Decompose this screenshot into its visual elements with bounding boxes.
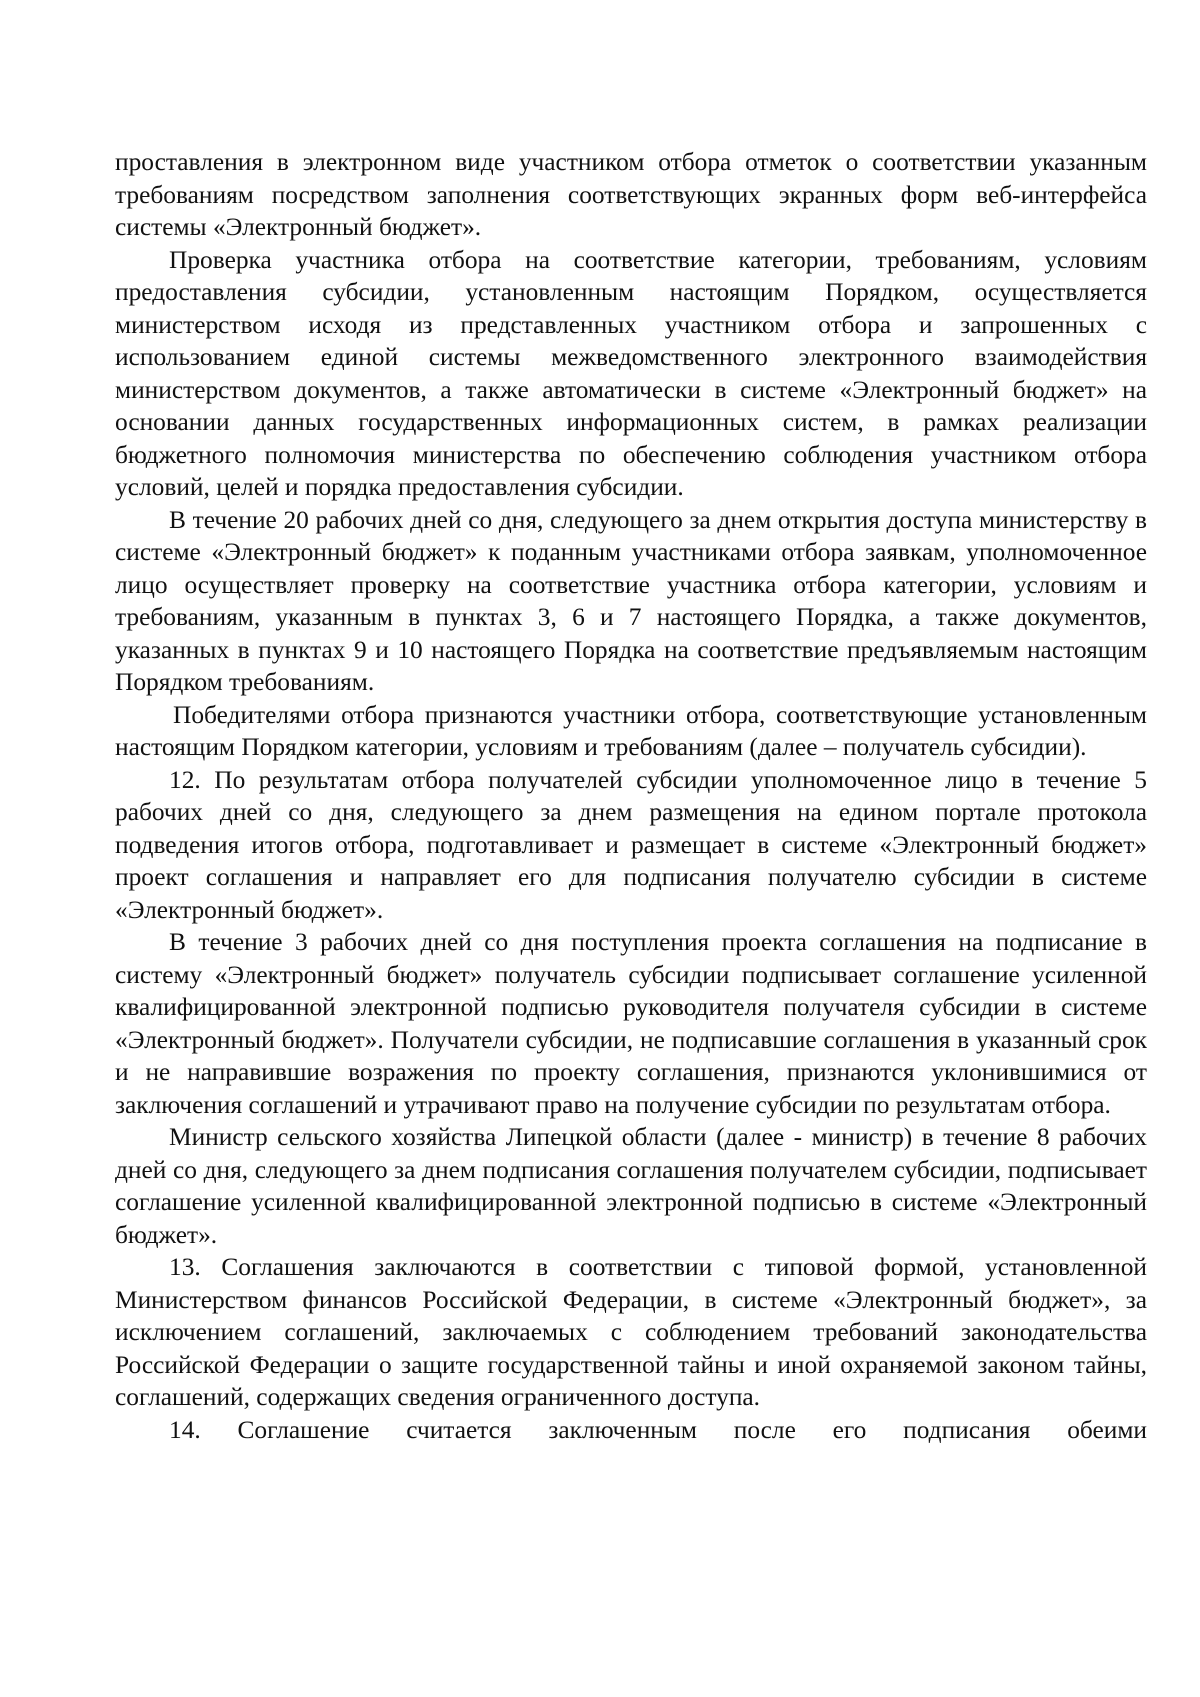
paragraph-5: 12. По результатам отбора получателей субсидии уполномоченное лицо в течение 5 рабочих дней со дня, следующего за днем размещения на едином портале протокола подведения итогов отбора, подготавливает и размещает в системе «Электронный бюджет» проект соглашения и направляет его для подписания получателю субсидии в системе «Электронный бюджет». — [115, 765, 1147, 924]
paragraph-7: Министр сельского хозяйства Липецкой области (далее - министр) в течение 8 рабочих дней со дня, следующего за днем подписания соглашения получателем субсидии, подписывает соглашение усиленной квалифицированной электронной подписью в системе «Электронный бюджет». — [115, 1123, 1147, 1249]
paragraph-1: проставления в электронном виде участником отбора отметок о соответствии указанным требованиям посредством заполнения соответствующих экранных форм веб-интерфейса системы «Электронный бюджет». — [115, 148, 1147, 241]
paragraph-2: Проверка участника отбора на соответствие категории, требованиям, условиям предоставления субсидии, установленным настоящим Порядком, осуществляется министерством исходя из представленных участником отбора и запрошенных с использованием единой системы межведомственного электронного взаимодействия министерством документов, а также автоматически в системе «Электронный бюджет» на основании данных государственных информационных систем, в рамках реализации бюджетного полномочия министерства по обеспечению соблюдения участником отбора условий, целей и порядка предоставления субсидии. — [115, 245, 1147, 501]
paragraph-3: В течение 20 рабочих дней со дня, следующего за днем открытия доступа министерству в системе «Электронный бюджет» к поданным участниками отбора заявкам, уполномоченное лицо осуществляет проверку на соответствие участника отбора категории, условиям и требованиям, указанным в пунктах 3, 6 и 7 настоящего Порядка, а также документов, указанных в пунктах 9 и 10 настоящего Порядка на соответствие предъявляемым настоящим Порядком требованиям. — [115, 505, 1147, 696]
document-page — [115, 146, 1147, 1446]
paragraph-4: Победителями отбора признаются участники отбора, соответствующие установленным настоящим Порядком категории, условиям и требованиям (далее – получатель субсидии). — [115, 700, 1147, 761]
paragraph-9: 14. Соглашение считается заключенным после его подписания обеими — [169, 1415, 1147, 1444]
paragraph-8: 13. Соглашения заключаются в соответствии с типовой формой, установленной Министерством финансов Российской Федерации, в системе «Электронный бюджет», за исключением соглашений, заключаемых с соблюдением требований законодательства Российской Федерации о защите государственной тайны и иной охраняемой законом тайны, соглашений, содержащих сведения ограниченного доступа. — [115, 1253, 1147, 1411]
paragraph-6: В течение 3 рабочих дней со дня поступления проекта соглашения на подписание в систему «Электронный бюджет» получатель субсидии подписывает соглашение усиленной квалифицированной электронной подписью руководителя получателя субсидии в системе «Электронный бюджет». Получатели субсидии, не подписавшие соглашения в указанный срок и не направившие возражения по проекту соглашения, признаются уклонившимися от заключения соглашений и утрачивают право на получение субсидии по результатам отбора. — [115, 928, 1147, 1119]
